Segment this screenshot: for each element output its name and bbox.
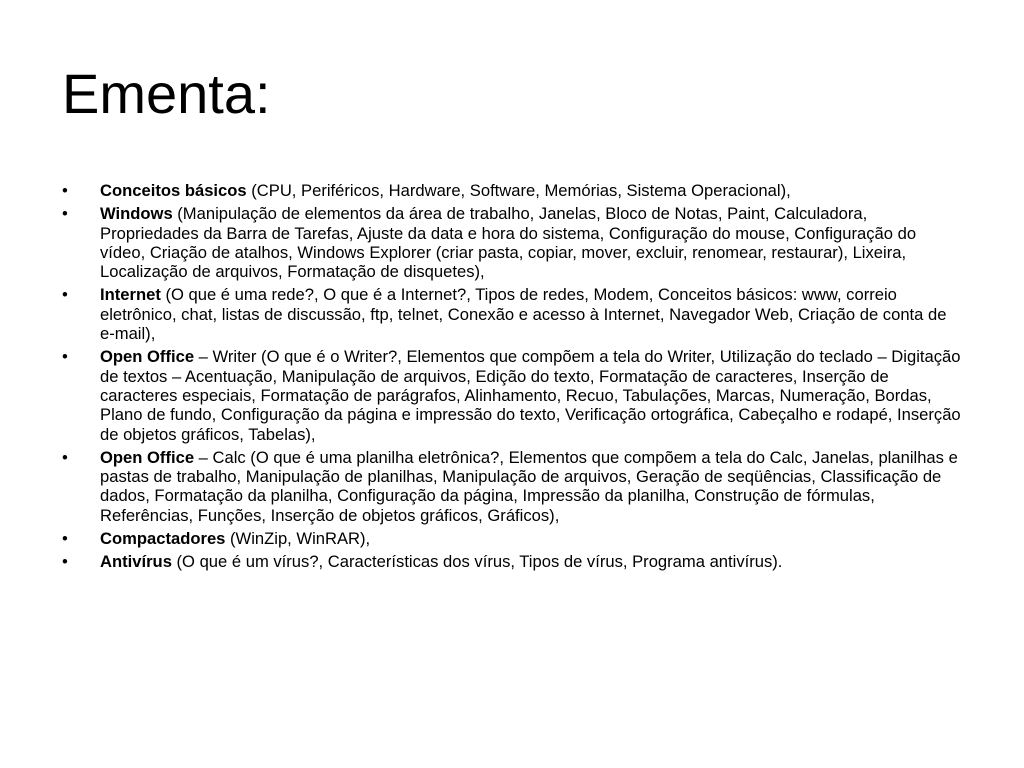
list-item-antivirus: [62, 552, 962, 571]
item-term: Internet: [100, 285, 161, 305]
item-term: Open Office: [100, 347, 195, 367]
slide-title: Ementa:: [62, 62, 271, 125]
bullet-dot: •: [62, 181, 68, 200]
item-description: (O que é um vírus?, Características dos vírus, Tipos de vírus, Programa antivírus).: [171, 552, 783, 572]
item-description: – Writer (O que é o Writer?, Elementos que compõem a tela do Writer, Utilização do teclado – Digitação de textos – Acentuação, Manipulação de arquivos, Edição do texto, Formatação de caracteres, Inserção de caracteres especiais, Formatação de parágrafos, Alinhamento, Recuo, Tabulações, Marcas, Numeração, Bordas, Plano de fundo, Configuração da página e impressão do texto, Verificação ortográfica, Cabeçalho e rodapé, Inserção de objetos gráficos, Tabelas),: [100, 347, 961, 444]
bullet-dot: •: [62, 552, 68, 572]
syllabus-list: [62, 181, 962, 576]
item-description: (Manipulação de elementos da área de trabalho, Janelas, Bloco de Notas, Paint, Calculadora, Propriedades da Barra de Tarefas, Ajuste da data e hora do sistema, Configuração do mouse, Configuração do vídeo, Criação de atalhos, Windows Explorer (criar pasta, copiar, mover, excluir, renomear, restaurar), Lixeira, Localização de arquivos, Formatação de disquetes),: [100, 204, 917, 282]
item-description: (CPU, Periféricos, Hardware, Software, Memórias, Sistema Operacional),: [246, 181, 791, 200]
item-term: Conceitos básicos: [100, 181, 247, 200]
bullet-dot: •: [62, 204, 68, 224]
item-description: (O que é uma rede?, O que é a Internet?, Tipos de redes, Modem, Conceitos básicos: www, correio eletrônico, chat, listas de discussão, ftp, telnet, Conexão e acesso à Internet, Navegador Web, Criação de conta de e-mail),: [100, 285, 947, 344]
list-item-open-office-writer: [62, 347, 962, 443]
bullet-dot: •: [62, 285, 68, 305]
bullet-dot: •: [62, 347, 68, 367]
list-item-windows: [62, 204, 962, 281]
item-description: (WinZip, WinRAR),: [225, 529, 371, 549]
bullet-dot: •: [62, 529, 68, 549]
item-term: Antivírus: [100, 552, 172, 572]
list-item-open-office-calc: [62, 448, 962, 525]
item-term: Open Office: [100, 447, 195, 467]
list-item-compactadores: [62, 529, 962, 548]
item-description: – Calc (O que é uma planilha eletrônica?, Elementos que compõem a tela do Calc, Janelas, planilhas e pastas de trabalho, Manipulação de planilhas, Manipulação de arquivos, Geração de seqüências, Classificação de dados, Formatação da planilha, Configuração da página, Impressão da planilha, Construção de fórmulas, Referências, Funções, Inserção de objetos gráficos, Gráficos),: [100, 447, 958, 525]
item-term: Compactadores: [100, 529, 226, 549]
bullet-dot: •: [62, 447, 68, 467]
list-item-conceitos-basicos: [62, 181, 962, 200]
item-term: Windows: [100, 204, 173, 224]
list-item-internet: [62, 285, 962, 343]
